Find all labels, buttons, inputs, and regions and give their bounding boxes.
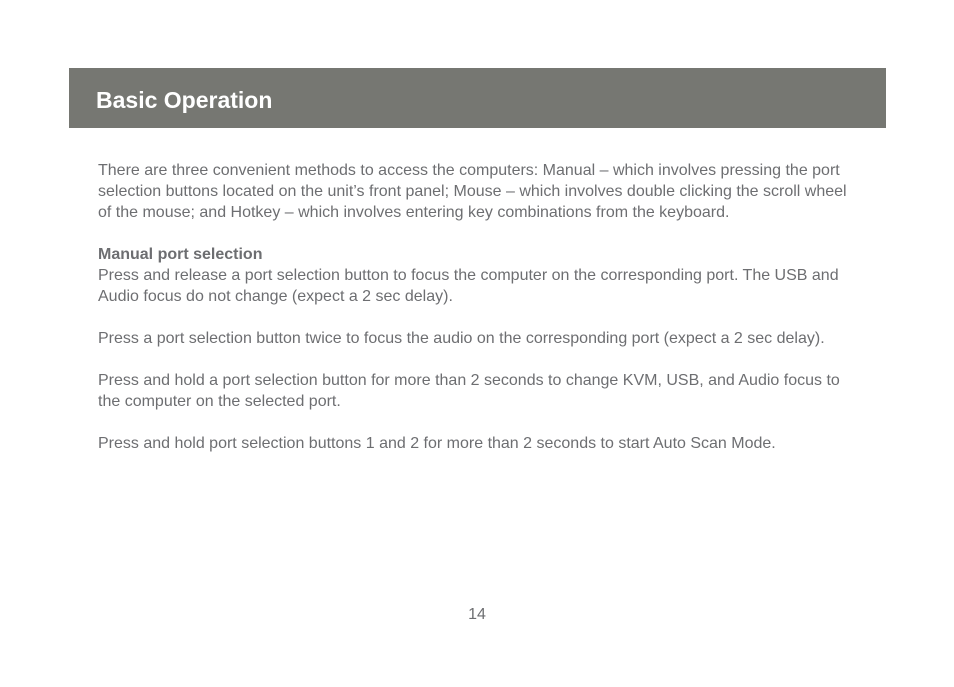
section-heading-manual-port-selection: Manual port selection bbox=[98, 246, 263, 263]
page-content bbox=[98, 160, 858, 475]
manual-paragraph-3: Press and hold a port selection button for more than 2 seconds to change KVM, USB, and Audio focus to the computer on the selected port. bbox=[98, 372, 840, 410]
intro-paragraph: There are three convenient methods to access the computers: Manual – which involves pressing the port selection buttons located on the unit’s front panel; Mouse – which involves double clicking the scroll wheel of the mouse; and Hotkey – which involves entering key combinations from the keyboard. bbox=[98, 162, 847, 221]
manual-paragraph-2: Press a port selection button twice to focus the audio on the corresponding port (expect a 2 sec delay). bbox=[98, 330, 825, 347]
manual-paragraph-4: Press and hold port selection buttons 1 and 2 for more than 2 seconds to start Auto Scan Mode. bbox=[98, 435, 776, 452]
page-title: Basic Operation bbox=[96, 87, 273, 113]
section-header-bar bbox=[69, 68, 886, 128]
page-number: 14 bbox=[468, 606, 486, 623]
manual-paragraph-1: Press and release a port selection button to focus the computer on the corresponding port. The USB and Audio focus do not change (expect a 2 sec delay). bbox=[98, 267, 839, 305]
